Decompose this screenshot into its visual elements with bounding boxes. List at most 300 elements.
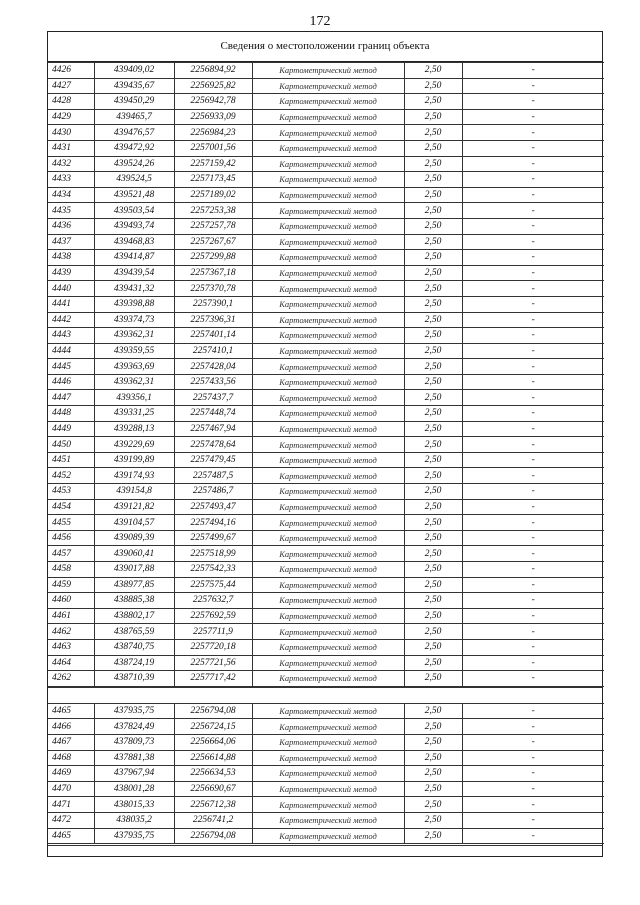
table-row	[48, 328, 604, 344]
accuracy-cell: 2,50	[404, 515, 462, 531]
point-number-cell: 4458	[48, 562, 94, 578]
coord-x-cell: 439331,25	[94, 406, 174, 422]
table-row	[48, 624, 604, 640]
table-row	[48, 78, 604, 94]
method-cell: Картометрический метод	[252, 452, 404, 468]
description-cell: -	[462, 515, 604, 531]
coordinates-table-1	[48, 62, 604, 687]
table-row	[48, 281, 604, 297]
description-cell: -	[462, 281, 604, 297]
coord-y-cell: 2257478,64	[174, 437, 252, 453]
coord-x-cell: 439356,1	[94, 390, 174, 406]
table-row	[48, 250, 604, 266]
method-cell: Картометрический метод	[252, 734, 404, 750]
method-cell: Картометрический метод	[252, 140, 404, 156]
description-cell: -	[462, 703, 604, 719]
coord-x-cell: 437935,75	[94, 828, 174, 844]
table-row	[48, 234, 604, 250]
coord-y-cell: 2257494,16	[174, 515, 252, 531]
point-number-cell: 4453	[48, 484, 94, 500]
point-number-cell: 4448	[48, 406, 94, 422]
point-number-cell: 4436	[48, 218, 94, 234]
description-cell: -	[462, 530, 604, 546]
description-cell: -	[462, 125, 604, 141]
coord-y-cell: 2257253,38	[174, 203, 252, 219]
method-cell: Картометрический метод	[252, 624, 404, 640]
coord-x-cell: 439450,29	[94, 94, 174, 110]
coord-x-cell: 439465,7	[94, 109, 174, 125]
point-number-cell: 4439	[48, 265, 94, 281]
method-cell: Картометрический метод	[252, 156, 404, 172]
coord-x-cell: 439288,13	[94, 421, 174, 437]
table-row	[48, 671, 604, 687]
point-number-cell: 4442	[48, 312, 94, 328]
point-number-cell: 4457	[48, 546, 94, 562]
description-cell: -	[462, 750, 604, 766]
method-cell: Картометрический метод	[252, 265, 404, 281]
coord-x-cell: 439121,82	[94, 499, 174, 515]
coord-y-cell: 2257692,59	[174, 608, 252, 624]
table-row	[48, 593, 604, 609]
description-cell: -	[462, 484, 604, 500]
table-row	[48, 530, 604, 546]
bottom-rule	[48, 845, 602, 846]
point-number-cell: 4429	[48, 109, 94, 125]
table-row	[48, 390, 604, 406]
accuracy-cell: 2,50	[404, 156, 462, 172]
accuracy-cell: 2,50	[404, 421, 462, 437]
coord-x-cell: 438015,33	[94, 797, 174, 813]
table-row	[48, 655, 604, 671]
point-number-cell: 4467	[48, 734, 94, 750]
coord-x-cell: 439154,8	[94, 484, 174, 500]
description-cell: -	[462, 94, 604, 110]
point-number-cell: 4461	[48, 608, 94, 624]
point-number-cell: 4469	[48, 766, 94, 782]
coord-y-cell: 2257711,9	[174, 624, 252, 640]
table-row	[48, 94, 604, 110]
method-cell: Картометрический метод	[252, 671, 404, 687]
method-cell: Картометрический метод	[252, 94, 404, 110]
accuracy-cell: 2,50	[404, 781, 462, 797]
method-cell: Картометрический метод	[252, 374, 404, 390]
coord-x-cell: 438001,28	[94, 781, 174, 797]
table-row	[48, 437, 604, 453]
coord-y-cell: 2256712,38	[174, 797, 252, 813]
method-cell: Картометрический метод	[252, 203, 404, 219]
table-row	[48, 766, 604, 782]
accuracy-cell: 2,50	[404, 125, 462, 141]
coord-y-cell: 2257467,94	[174, 421, 252, 437]
coord-y-cell: 2257721,56	[174, 655, 252, 671]
coord-x-cell: 437809,73	[94, 734, 174, 750]
accuracy-cell: 2,50	[404, 265, 462, 281]
coord-x-cell: 437824,49	[94, 719, 174, 735]
coord-y-cell: 2256942,78	[174, 94, 252, 110]
accuracy-cell: 2,50	[404, 546, 462, 562]
point-number-cell: 4449	[48, 421, 94, 437]
table-row	[48, 265, 604, 281]
point-number-cell: 4447	[48, 390, 94, 406]
table-row	[48, 750, 604, 766]
accuracy-cell: 2,50	[404, 312, 462, 328]
accuracy-cell: 2,50	[404, 734, 462, 750]
description-cell: -	[462, 140, 604, 156]
method-cell: Картометрический метод	[252, 312, 404, 328]
point-number-cell: 4441	[48, 296, 94, 312]
coord-y-cell: 2257720,18	[174, 639, 252, 655]
coord-y-cell: 2256894,92	[174, 63, 252, 79]
coord-y-cell: 2257575,44	[174, 577, 252, 593]
description-cell: -	[462, 499, 604, 515]
method-cell: Картометрический метод	[252, 797, 404, 813]
method-cell: Картометрический метод	[252, 406, 404, 422]
point-number-cell: 4262	[48, 671, 94, 687]
method-cell: Картометрический метод	[252, 546, 404, 562]
table-row	[48, 719, 604, 735]
point-number-cell: 4460	[48, 593, 94, 609]
description-cell: -	[462, 797, 604, 813]
method-cell: Картометрический метод	[252, 172, 404, 188]
method-cell: Картометрический метод	[252, 703, 404, 719]
coord-x-cell: 438765,59	[94, 624, 174, 640]
description-cell: -	[462, 562, 604, 578]
accuracy-cell: 2,50	[404, 94, 462, 110]
method-cell: Картометрический метод	[252, 390, 404, 406]
table-row	[48, 828, 604, 844]
accuracy-cell: 2,50	[404, 530, 462, 546]
accuracy-cell: 2,50	[404, 593, 462, 609]
method-cell: Картометрический метод	[252, 250, 404, 266]
coord-y-cell: 2257437,7	[174, 390, 252, 406]
method-cell: Картометрический метод	[252, 530, 404, 546]
table-row	[48, 218, 604, 234]
method-cell: Картометрический метод	[252, 655, 404, 671]
description-cell: -	[462, 468, 604, 484]
method-cell: Картометрический метод	[252, 343, 404, 359]
point-number-cell: 4426	[48, 63, 94, 79]
method-cell: Картометрический метод	[252, 499, 404, 515]
table-row	[48, 608, 604, 624]
table-row	[48, 515, 604, 531]
coord-x-cell: 437881,38	[94, 750, 174, 766]
accuracy-cell: 2,50	[404, 719, 462, 735]
description-cell: -	[462, 265, 604, 281]
coord-x-cell: 439199,89	[94, 452, 174, 468]
coord-x-cell: 439104,57	[94, 515, 174, 531]
coord-x-cell: 439468,83	[94, 234, 174, 250]
description-cell: -	[462, 452, 604, 468]
coord-y-cell: 2257189,02	[174, 187, 252, 203]
point-number-cell: 4435	[48, 203, 94, 219]
description-cell: -	[462, 812, 604, 828]
coord-x-cell: 439503,54	[94, 203, 174, 219]
method-cell: Картометрический метод	[252, 593, 404, 609]
coord-x-cell: 438035,2	[94, 812, 174, 828]
coord-x-cell: 439362,31	[94, 374, 174, 390]
coord-x-cell: 438885,38	[94, 593, 174, 609]
coord-y-cell: 2257717,42	[174, 671, 252, 687]
table-row	[48, 203, 604, 219]
table-row	[48, 781, 604, 797]
accuracy-cell: 2,50	[404, 203, 462, 219]
method-cell: Картометрический метод	[252, 484, 404, 500]
description-cell: -	[462, 624, 604, 640]
point-number-cell: 4445	[48, 359, 94, 375]
table-row	[48, 125, 604, 141]
coord-x-cell: 439476,57	[94, 125, 174, 141]
coord-x-cell: 439409,02	[94, 63, 174, 79]
coord-x-cell: 439398,88	[94, 296, 174, 312]
point-number-cell: 4468	[48, 750, 94, 766]
accuracy-cell: 2,50	[404, 328, 462, 344]
method-cell: Картометрический метод	[252, 562, 404, 578]
table-row	[48, 734, 604, 750]
coord-y-cell: 2257267,67	[174, 234, 252, 250]
table-row	[48, 562, 604, 578]
description-cell: -	[462, 639, 604, 655]
point-number-cell: 4465	[48, 703, 94, 719]
description-cell: -	[462, 374, 604, 390]
accuracy-cell: 2,50	[404, 639, 462, 655]
description-cell: -	[462, 766, 604, 782]
description-cell: -	[462, 203, 604, 219]
method-cell: Картометрический метод	[252, 187, 404, 203]
method-cell: Картометрический метод	[252, 109, 404, 125]
description-cell: -	[462, 156, 604, 172]
coord-x-cell: 439374,73	[94, 312, 174, 328]
coord-x-cell: 438710,39	[94, 671, 174, 687]
page-number: 172	[309, 14, 331, 29]
coordinates-table-2	[48, 703, 604, 844]
accuracy-cell: 2,50	[404, 797, 462, 813]
coord-x-cell: 439089,39	[94, 530, 174, 546]
coord-y-cell: 2257410,1	[174, 343, 252, 359]
accuracy-cell: 2,50	[404, 343, 462, 359]
table-row	[48, 546, 604, 562]
coord-y-cell: 2256690,67	[174, 781, 252, 797]
coord-x-cell: 437935,75	[94, 703, 174, 719]
coord-y-cell: 2257299,88	[174, 250, 252, 266]
coord-x-cell: 439435,67	[94, 78, 174, 94]
coord-x-cell: 439439,54	[94, 265, 174, 281]
description-cell: -	[462, 296, 604, 312]
point-number-cell: 4443	[48, 328, 94, 344]
accuracy-cell: 2,50	[404, 499, 462, 515]
table-row	[48, 499, 604, 515]
accuracy-cell: 2,50	[404, 78, 462, 94]
description-cell: -	[462, 312, 604, 328]
coord-y-cell: 2257396,31	[174, 312, 252, 328]
coord-y-cell: 2256925,82	[174, 78, 252, 94]
coord-y-cell: 2257486,7	[174, 484, 252, 500]
method-cell: Картометрический метод	[252, 750, 404, 766]
coord-y-cell: 2257370,78	[174, 281, 252, 297]
point-number-cell: 4471	[48, 797, 94, 813]
accuracy-cell: 2,50	[404, 390, 462, 406]
coord-x-cell: 439521,48	[94, 187, 174, 203]
accuracy-cell: 2,50	[404, 187, 462, 203]
table-row	[48, 484, 604, 500]
coord-x-cell: 438977,85	[94, 577, 174, 593]
accuracy-cell: 2,50	[404, 172, 462, 188]
accuracy-cell: 2,50	[404, 828, 462, 844]
coord-x-cell: 439472,92	[94, 140, 174, 156]
point-number-cell: 4428	[48, 94, 94, 110]
method-cell: Картометрический метод	[252, 421, 404, 437]
method-cell: Картометрический метод	[252, 328, 404, 344]
method-cell: Картометрический метод	[252, 515, 404, 531]
coord-y-cell: 2256664,06	[174, 734, 252, 750]
coord-y-cell: 2257479,45	[174, 452, 252, 468]
accuracy-cell: 2,50	[404, 250, 462, 266]
description-cell: -	[462, 218, 604, 234]
coord-y-cell: 2257487,5	[174, 468, 252, 484]
method-cell: Картометрический метод	[252, 812, 404, 828]
table-row	[48, 312, 604, 328]
coord-y-cell: 2257433,56	[174, 374, 252, 390]
description-cell: -	[462, 781, 604, 797]
accuracy-cell: 2,50	[404, 406, 462, 422]
table-row	[48, 374, 604, 390]
table-row	[48, 703, 604, 719]
point-number-cell: 4433	[48, 172, 94, 188]
coord-y-cell: 2256634,53	[174, 766, 252, 782]
method-cell: Картометрический метод	[252, 218, 404, 234]
accuracy-cell: 2,50	[404, 750, 462, 766]
description-cell: -	[462, 234, 604, 250]
method-cell: Картометрический метод	[252, 639, 404, 655]
method-cell: Картометрический метод	[252, 63, 404, 79]
coord-x-cell: 439362,31	[94, 328, 174, 344]
coord-y-cell: 2256794,08	[174, 828, 252, 844]
method-cell: Картометрический метод	[252, 608, 404, 624]
description-cell: -	[462, 719, 604, 735]
coord-y-cell: 2256984,23	[174, 125, 252, 141]
accuracy-cell: 2,50	[404, 624, 462, 640]
point-number-cell: 4440	[48, 281, 94, 297]
description-cell: -	[462, 172, 604, 188]
accuracy-cell: 2,50	[404, 140, 462, 156]
accuracy-cell: 2,50	[404, 218, 462, 234]
coord-y-cell: 2256741,2	[174, 812, 252, 828]
coord-y-cell: 2257632,7	[174, 593, 252, 609]
point-number-cell: 4456	[48, 530, 94, 546]
coord-x-cell: 439431,32	[94, 281, 174, 297]
accuracy-cell: 2,50	[404, 63, 462, 79]
coord-x-cell: 438802,17	[94, 608, 174, 624]
point-number-cell: 4455	[48, 515, 94, 531]
coord-y-cell: 2257001,56	[174, 140, 252, 156]
accuracy-cell: 2,50	[404, 437, 462, 453]
coord-x-cell: 438724,19	[94, 655, 174, 671]
coord-y-cell: 2257159,42	[174, 156, 252, 172]
coord-y-cell: 2257518,99	[174, 546, 252, 562]
accuracy-cell: 2,50	[404, 296, 462, 312]
coord-x-cell: 439229,69	[94, 437, 174, 453]
coord-y-cell: 2257428,04	[174, 359, 252, 375]
coordinates-document	[47, 31, 603, 857]
point-number-cell: 4438	[48, 250, 94, 266]
table-row	[48, 452, 604, 468]
description-cell: -	[462, 343, 604, 359]
point-number-cell: 4470	[48, 781, 94, 797]
method-cell: Картометрический метод	[252, 766, 404, 782]
accuracy-cell: 2,50	[404, 812, 462, 828]
point-number-cell: 4464	[48, 655, 94, 671]
point-number-cell: 4462	[48, 624, 94, 640]
point-number-cell: 4430	[48, 125, 94, 141]
point-number-cell: 4465	[48, 828, 94, 844]
accuracy-cell: 2,50	[404, 577, 462, 593]
coord-y-cell: 2257448,74	[174, 406, 252, 422]
table-row	[48, 296, 604, 312]
accuracy-cell: 2,50	[404, 374, 462, 390]
accuracy-cell: 2,50	[404, 484, 462, 500]
point-number-cell: 4451	[48, 452, 94, 468]
coord-x-cell: 439060,41	[94, 546, 174, 562]
accuracy-cell: 2,50	[404, 234, 462, 250]
accuracy-cell: 2,50	[404, 766, 462, 782]
description-cell: -	[462, 187, 604, 203]
method-cell: Картометрический метод	[252, 781, 404, 797]
point-number-cell: 4459	[48, 577, 94, 593]
coord-y-cell: 2257542,33	[174, 562, 252, 578]
table-row	[48, 343, 604, 359]
description-cell: -	[462, 828, 604, 844]
accuracy-cell: 2,50	[404, 359, 462, 375]
description-cell: -	[462, 421, 604, 437]
description-cell: -	[462, 406, 604, 422]
table-row	[48, 421, 604, 437]
description-cell: -	[462, 78, 604, 94]
description-cell: -	[462, 328, 604, 344]
accuracy-cell: 2,50	[404, 468, 462, 484]
point-number-cell: 4454	[48, 499, 94, 515]
document-title: Сведения о местоположении границ объекта	[48, 32, 602, 62]
coord-y-cell: 2256614,88	[174, 750, 252, 766]
table-row	[48, 468, 604, 484]
point-number-cell: 4452	[48, 468, 94, 484]
description-cell: -	[462, 250, 604, 266]
coord-y-cell: 2257367,18	[174, 265, 252, 281]
method-cell: Картометрический метод	[252, 125, 404, 141]
coord-y-cell: 2257499,67	[174, 530, 252, 546]
description-cell: -	[462, 608, 604, 624]
point-number-cell: 4434	[48, 187, 94, 203]
method-cell: Картометрический метод	[252, 281, 404, 297]
method-cell: Картометрический метод	[252, 437, 404, 453]
coord-x-cell: 438740,75	[94, 639, 174, 655]
description-cell: -	[462, 359, 604, 375]
coord-x-cell: 439174,93	[94, 468, 174, 484]
accuracy-cell: 2,50	[404, 608, 462, 624]
method-cell: Картометрический метод	[252, 359, 404, 375]
accuracy-cell: 2,50	[404, 562, 462, 578]
coord-y-cell: 2257390,1	[174, 296, 252, 312]
table-row	[48, 140, 604, 156]
point-number-cell: 4431	[48, 140, 94, 156]
coord-x-cell: 439524,26	[94, 156, 174, 172]
point-number-cell: 4437	[48, 234, 94, 250]
coord-x-cell: 439363,69	[94, 359, 174, 375]
table-row	[48, 63, 604, 79]
accuracy-cell: 2,50	[404, 109, 462, 125]
coord-y-cell: 2257173,45	[174, 172, 252, 188]
accuracy-cell: 2,50	[404, 281, 462, 297]
description-cell: -	[462, 546, 604, 562]
point-number-cell: 4427	[48, 78, 94, 94]
